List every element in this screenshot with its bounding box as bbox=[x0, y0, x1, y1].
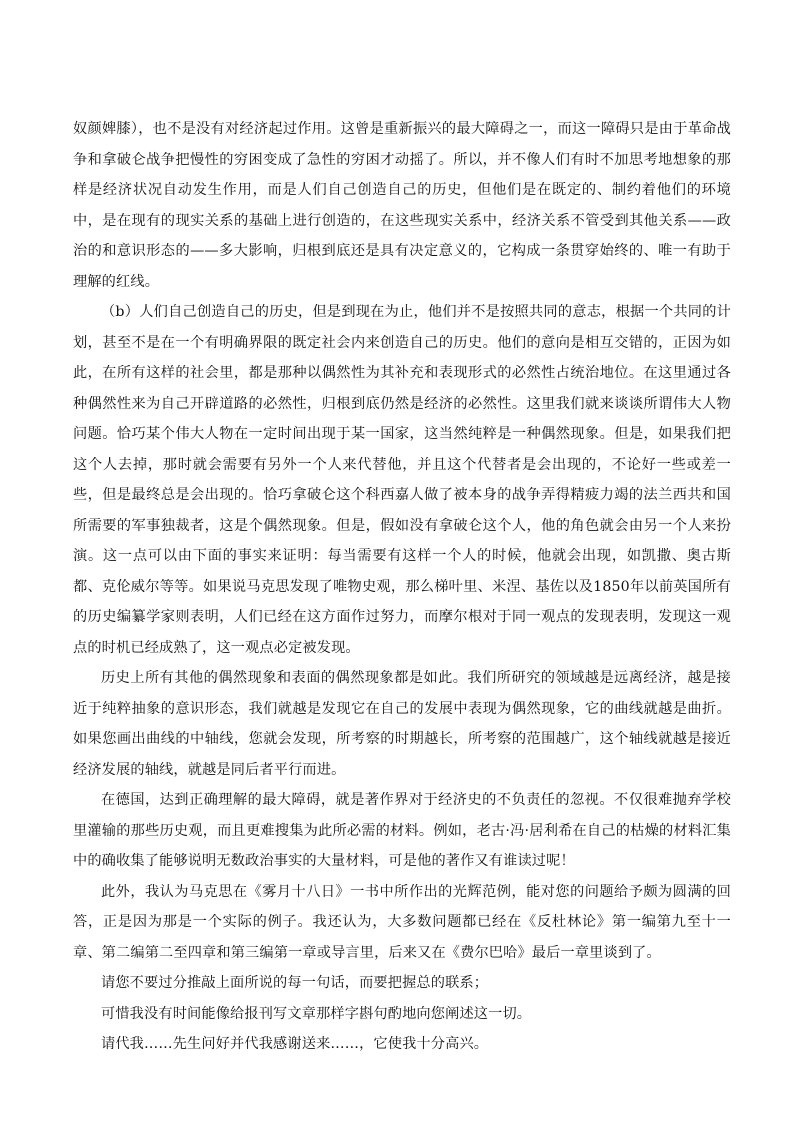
paragraph-3: 历史上所有其他的偶然现象和表面的偶然现象都是如此。我们所研究的领域越是远离经济，越是接近于纯粹抽象的意识形态，我们就越是发现它在自己的发展中表现为偶然现象，它的曲线就越是曲折。如果您画出曲线的中轴线，您就会发现，所考察的时期越长，所考察的范围越广，这个轴线就越是接近经济发展的轴线，就越是同后者平行而进。 bbox=[73, 670, 731, 778]
paragraph-7: 可惜我没有时间能像给报刊写文章那样字斟句酌地向您阐述这一切。 bbox=[101, 1005, 532, 1022]
paragraph-6: 请您不要过分推敲上面所说的每一句话，而要把握总的联系； bbox=[101, 975, 489, 991]
paragraph-4: 在德国，达到正确理解的最大障碍，就是著作界对于经济史的不负责任的忽视。不仅很难抛弃学校里灌输的那些历史观，而且更难搜集为此所必需的材料。例如，老古·冯·居利希在自己的枯燥的材料汇集中的确收集了能够说明无数政治事实的大量材料，可是他的著作又有谁读过呢！ bbox=[73, 792, 731, 869]
paragraph-2: （b）人们自己创造自己的历史，但是到现在为止，他们并不是按照共同的意志，根据一个共同的计划，甚至不是在一个有明确界限的既定社会内来创造自己的历史。他们的意向是相互交错的，正因为如此，在所有这样的社会里，都是那种以偶然性为其补充和表现形式的必然性占统治地位。在这里通过各种偶然性来为自己开辟道路的必然性，归根到底仍然是经济的必然性。这里我们就来谈谈所谓伟大人物问题。恰巧某个伟大人物在一定时间出现于某一国家，这当然纯粹是一种偶然现象。但是，如果我们把这个人去掉，那时就会需要有另外一个人来代替他，并且这个代替者是会出现的，不论好一些或差一些，但是最终总是会出现的。恰巧拿破仑这个科西嘉人做了被本身的战争弄得精疲力竭的法兰西共和国所需要的军事独裁者，这是个偶然现象。但是，假如没有拿破仑这个人，他的角色就会由另一个人来扮演。这一点可以由下面的事实来证明：每当需要有这样一个人的时候，他就会出现，如凯撒、奥古斯都、克伦威尔等等。如果说马克思发现了唯物史观，那么梯叶里、米涅、基佐以及1850年以前英国所有的历史编纂学家则表明，人们已经在这方面作过努力，而摩尔根对于同一观点的发现表明，发现这一观点的时机已经成熟了，这一观点必定被发现。 bbox=[73, 304, 731, 656]
paragraph-1: 奴颜婢膝），也不是没有对经济起过作用。这曾是重新振兴的最大障碍之一，而这一障碍只是由于革命战争和拿破仑战争把慢性的穷困变成了急性的穷困才动摇了。所以，并不像人们有时不加思考地想象的那样是经济状况自动发生作用，而是人们自己创造自己的历史，但他们是在既定的、制约着他们的环境中，是在现有的现实关系的基础上进行创造的，在这些现实关系中，经济关系不管受到其他关系——政治的和意识形态的——多大影响，归根到底还是具有决定意义的，它构成一条贯穿始终的、唯一有助于理解的红线。 bbox=[73, 121, 731, 290]
body-text bbox=[73, 114, 731, 1060]
paragraph-5: 此外，我认为马克思在《雾月十八日》一书中所作出的光辉范例，能对您的问题给予颇为圆满的回答，正是因为那是一个实际的例子。我还认为，大多数问题都已经在《反杜林论》第一编第九至十一章、第二编第二至四章和第三编第一章或导言里，后来又在《费尔巴哈》最后一章里谈到了。 bbox=[73, 883, 731, 961]
paragraph-8: 请代我……先生问好并代我感谢送来……，它使我十分高兴。 bbox=[101, 1036, 489, 1052]
